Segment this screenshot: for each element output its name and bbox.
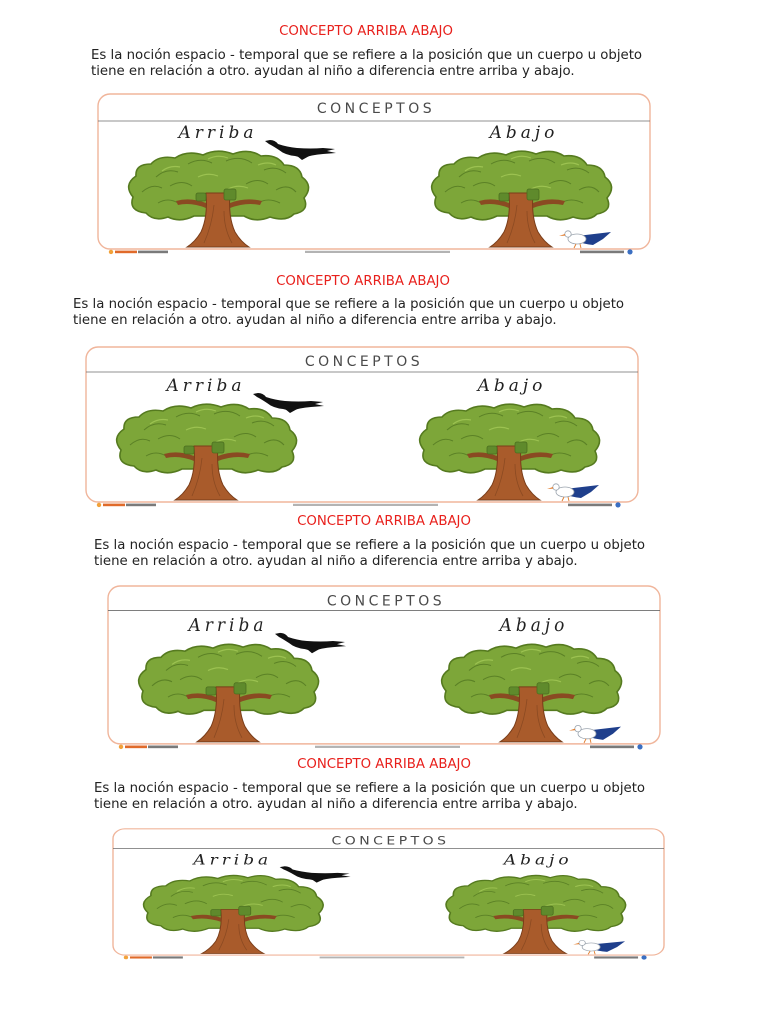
- card-header: CONCEPTOS: [316, 101, 436, 117]
- paragraph-line: Es la noción espacio - temporal que se refiere a la posición que un cuerpo u objeto: [73, 297, 625, 312]
- label-abajo: Abajo: [477, 376, 547, 396]
- label-arriba: Arriba: [188, 615, 268, 636]
- paragraph-line: tiene en relación a otro. ayudan al niño a diferencia entre arriba y abajo.: [94, 797, 578, 812]
- concepts-card: [107, 585, 661, 750]
- label-arriba: Arriba: [166, 376, 246, 396]
- label-arriba: Arriba: [193, 852, 273, 869]
- label-abajo: Abajo: [499, 615, 569, 636]
- label-abajo: Abajo: [503, 852, 573, 869]
- label-abajo: Abajo: [489, 123, 559, 143]
- paragraph-line: Es la noción espacio - temporal que se refiere a la posición que un cuerpo u objeto: [94, 538, 646, 553]
- section-paragraph: [94, 538, 645, 570]
- section-title: CONCEPTO ARRIBA ABAJO: [276, 274, 450, 289]
- concepts-illustration: [112, 828, 665, 960]
- concepts-illustration: [107, 585, 661, 750]
- card-header: CONCEPTOS: [326, 593, 446, 610]
- concepts-card: [85, 346, 639, 508]
- paragraph-line: tiene en relación a otro. ayudan al niño a diferencia entre arriba y abajo.: [94, 554, 578, 569]
- card-footer: [97, 502, 621, 507]
- card-header: CONCEPTOS: [331, 834, 450, 848]
- label-arriba: Arriba: [178, 123, 258, 143]
- card-footer: [109, 249, 633, 254]
- card-footer: [124, 955, 647, 959]
- concepts-illustration: [85, 346, 639, 508]
- section-paragraph: [91, 48, 642, 80]
- paragraph-line: tiene en relación a otro. ayudan al niño a diferencia entre arriba y abajo.: [91, 64, 575, 79]
- section-paragraph: [94, 781, 645, 813]
- section-title: CONCEPTO ARRIBA ABAJO: [297, 514, 471, 529]
- concepts-illustration: [97, 93, 651, 255]
- card-header: CONCEPTOS: [304, 354, 424, 370]
- concepts-card: [112, 828, 665, 960]
- concepts-card: [97, 93, 651, 255]
- paragraph-line: Es la noción espacio - temporal que se refiere a la posición que un cuerpo u objeto: [94, 781, 646, 796]
- section-paragraph: [73, 297, 624, 329]
- paragraph-line: tiene en relación a otro. ayudan al niño a diferencia entre arriba y abajo.: [73, 313, 557, 328]
- paragraph-line: Es la noción espacio - temporal que se refiere a la posición que un cuerpo u objeto: [91, 48, 643, 63]
- section-title: CONCEPTO ARRIBA ABAJO: [279, 24, 453, 39]
- card-footer: [119, 744, 643, 749]
- section-title: CONCEPTO ARRIBA ABAJO: [297, 757, 471, 772]
